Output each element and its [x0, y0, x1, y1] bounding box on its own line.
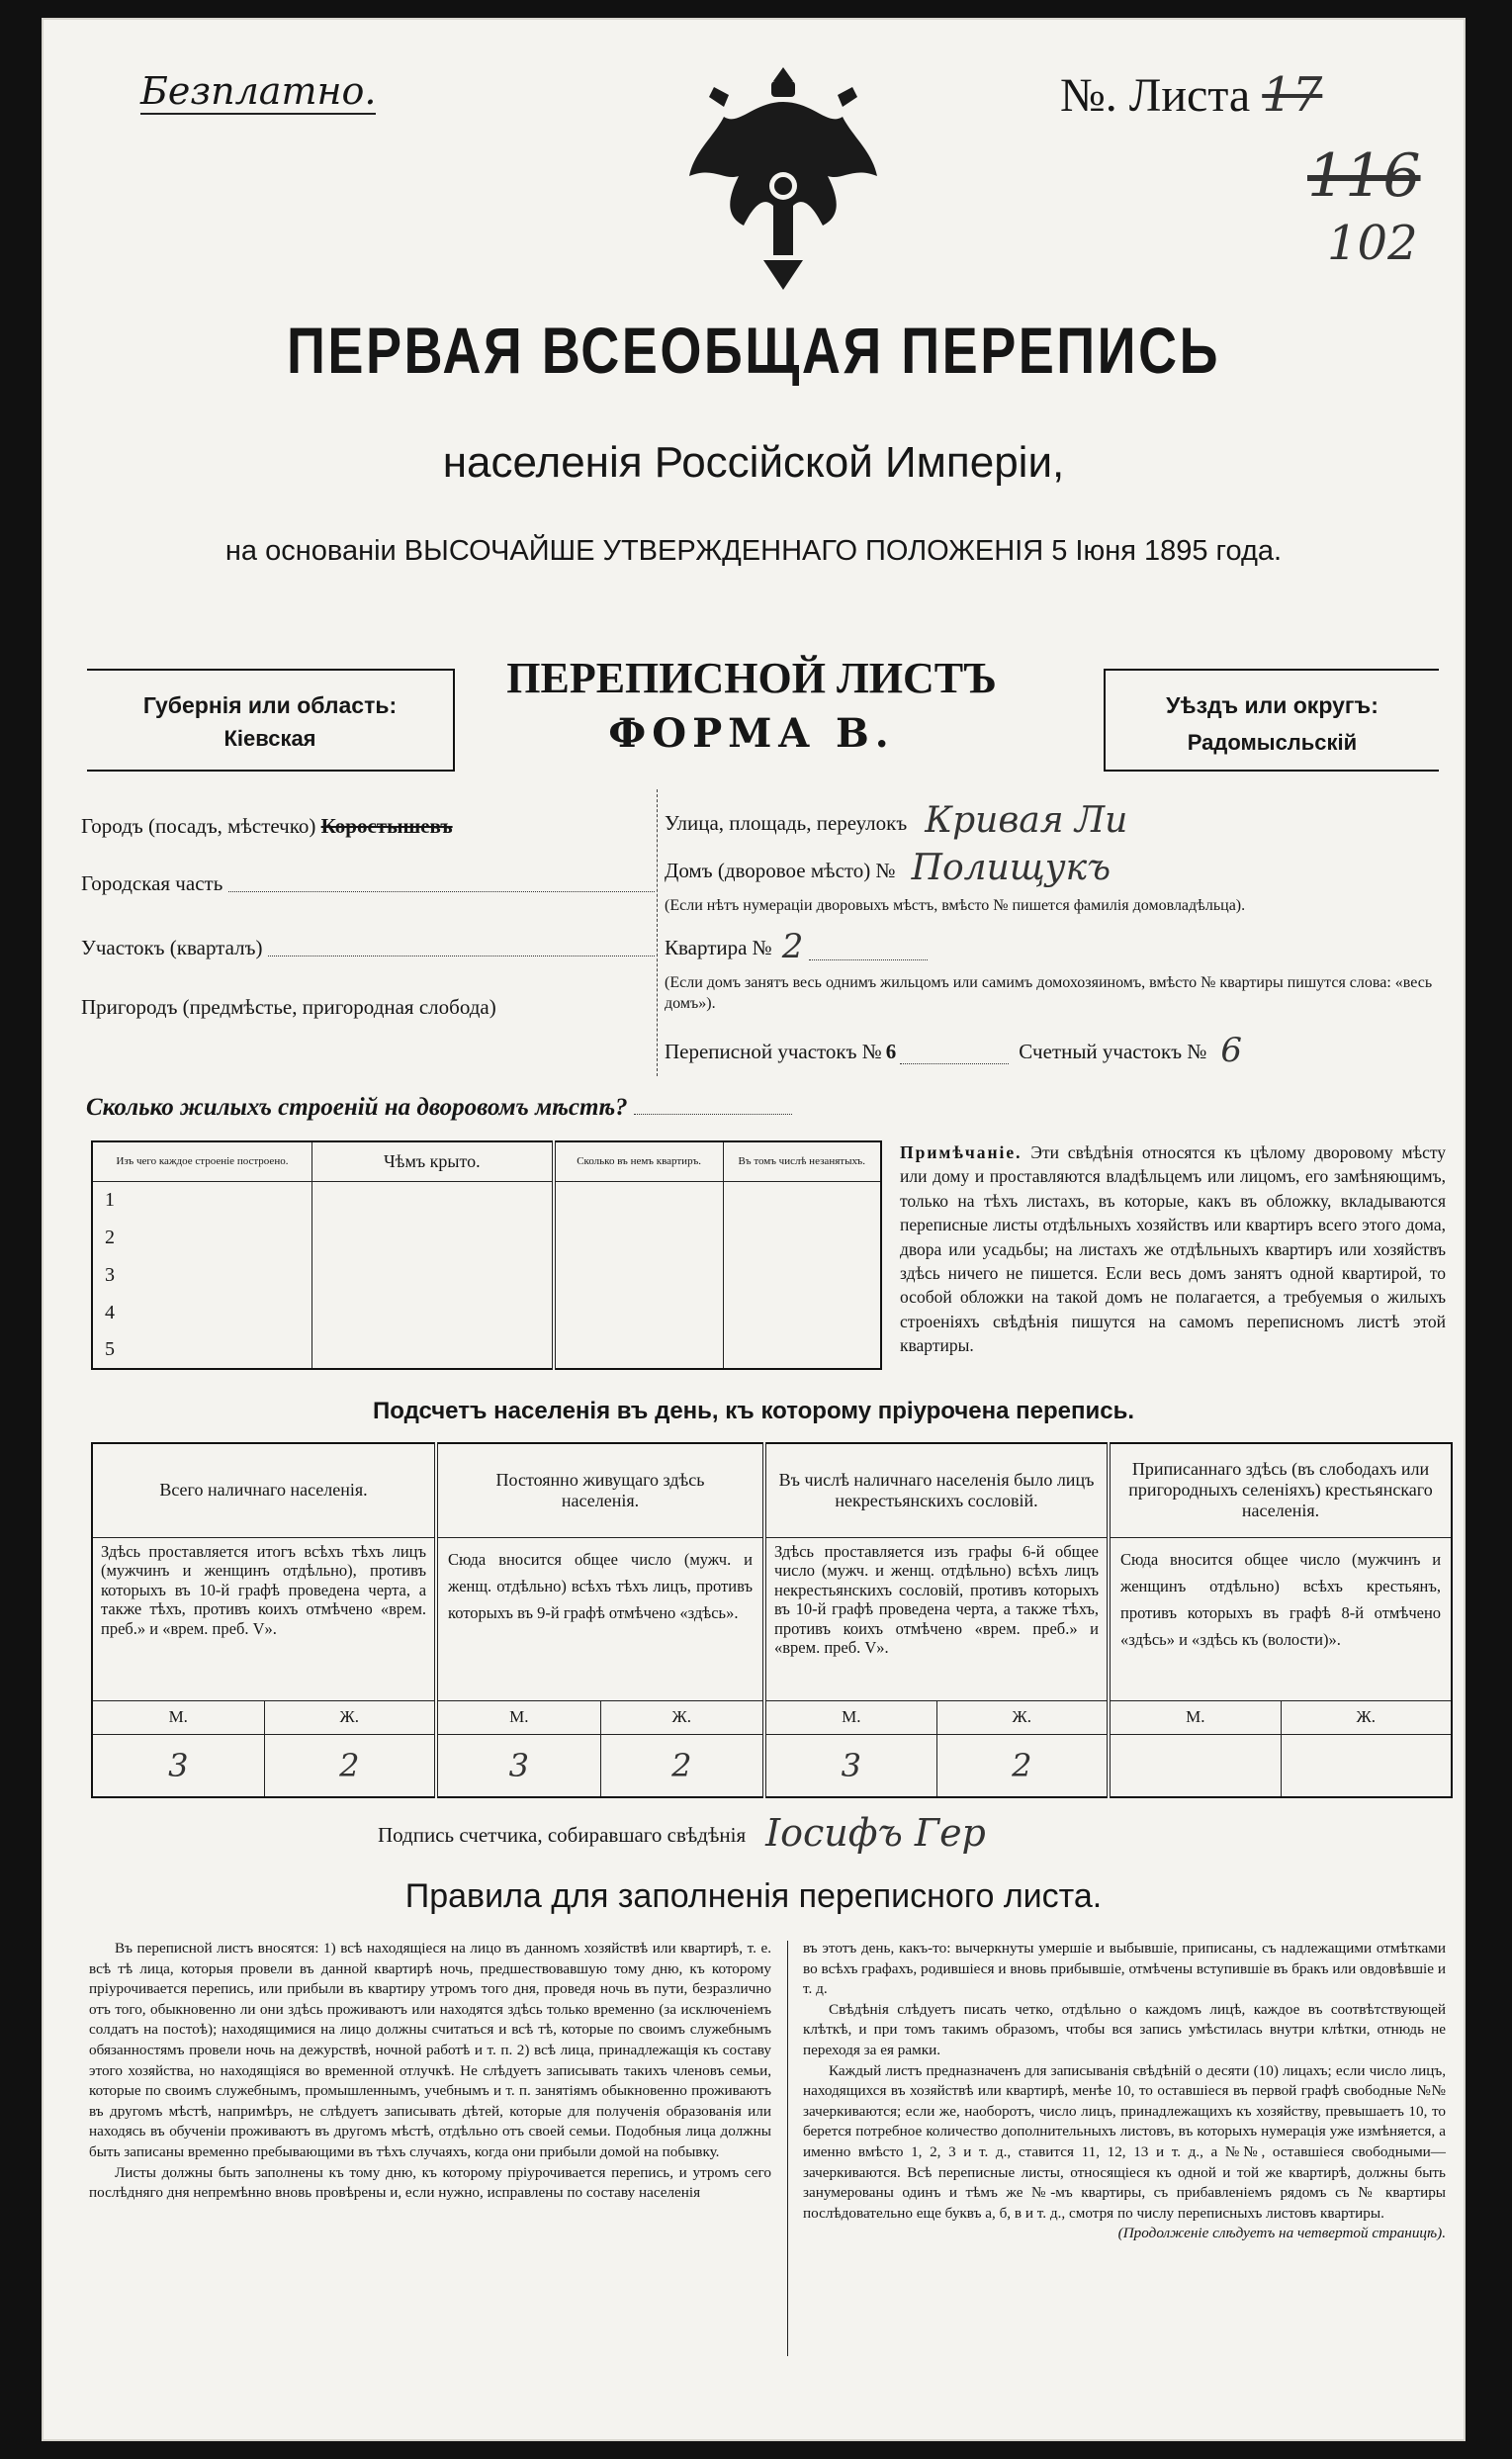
sheet-number [1060, 67, 1322, 123]
rules-column-divider [787, 1941, 788, 2356]
building-row-number: 5 [92, 1331, 311, 1369]
building-cell[interactable] [554, 1219, 723, 1256]
handwritten-116: 116 [1307, 141, 1421, 211]
uchastok-label: Участокъ (кварталъ) [81, 936, 263, 959]
count-head-nonpeasant: Въ числѣ наличнаго населенія было лицъ некрестьянскихъ сословій. [764, 1443, 1109, 1537]
census-district-value: 6 [885, 1040, 897, 1063]
building-row-number: 1 [92, 1181, 311, 1219]
building-row-number: 3 [92, 1256, 311, 1294]
rules-right-paragraph: въ этотъ день, какъ-то: вычеркнуты умершіе и выбывшіе, приписаны, съ надлежащими отмѣтками во всѣхъ графахъ, родившіеся и вновь прибывшіе, отмѣчены вступившіе въ бракъ или овдовѣвшіе и т. д. [803, 1940, 1446, 1998]
building-cell[interactable] [554, 1331, 723, 1369]
sheet-number-label: №. Листа [1060, 69, 1251, 122]
building-cell[interactable] [723, 1331, 881, 1369]
count-value-f[interactable]: 2 [936, 1734, 1109, 1797]
count-desc-total: Здѣсь проставляется итогъ всѣхъ тѣхъ лицъ (мужчинъ и женщинъ отдѣльно), противъ которыхъ въ 10-й графѣ проведена черта, а также тѣхъ, противъ коихъ отмѣчено «врем. преб.» и «врем. преб. V». [92, 1537, 436, 1700]
building-cell[interactable] [311, 1294, 553, 1331]
count-m-label: М. [1109, 1700, 1281, 1734]
count-desc-nonpeasant: Здѣсь проставляется изъ графы 6-й общее число (мужч. и женщ. отдѣльно) всѣхъ лицъ некрестьянскихъ сословій, противъ которыхъ въ 10-й графѣ проведена черта, а также тѣхъ, противъ коихъ отмѣчено «врем. преб.» и «врем. преб. V». [764, 1537, 1109, 1700]
city-part-label: Городская часть [81, 871, 223, 895]
signature-label: Подпись счетчика, собиравшаго свѣдѣнія [378, 1823, 747, 1847]
uezd-label: Уѣздъ или округъ: [1166, 692, 1379, 718]
buildings-col-roof: Чѣмъ крыто. [311, 1141, 553, 1181]
count-f-label: Ж. [936, 1700, 1109, 1734]
rules-left-paragraph: Въ переписной листъ вносятся: 1) всѣ находящіеся на лицо въ данномъ хозяйствѣ или квартирѣ, т. е. всѣ тѣ лица, которыя провели въ данной квартирѣ ночь, предшествовавшую тому дню, къ которому пріурочивается перепись, или прибыли въ квартиру утромъ того дня, проведя ночь въ пути, безразлично отъ того, обыкновенно ли они здѣсь проживаютъ или находятся здѣсь только временно (за исключеніемъ солдатъ на постоѣ); находящимися на лицо должны считаться и всѣ тѣ, которые по своимъ служебнымъ обязанностямъ провели ночь на дежурствѣ, ночной работѣ и т. п. 2) всѣ лица, принадлежащія къ составу этого хозяйства, но находящіяся во временной отлучкѣ. Не слѣдуетъ записывать такихъ членовъ семьи, которые по своимъ служебнымъ, промышленнымъ, учебнымъ и т. п. занятіямъ обыкновенно проживаютъ въ другомъ мѣстѣ, напримѣръ, не слѣдуетъ записывать дѣтей, которые для полученія образованія или находясь въ обученіи проживаютъ въ другомъ мѣстѣ, отдѣльно отъ своей семьи. Подобныя лица должны быть записаны временно пребывающими въ тѣхъ случаяхъ, когда они прибыли домой на побывку. [89, 1940, 771, 2160]
uchastok-field[interactable] [268, 936, 655, 956]
building-cell[interactable] [311, 1181, 553, 1219]
gubernia-box [87, 669, 455, 772]
house-label: Домъ (дворовое мѣсто) № [665, 859, 896, 882]
count-f-label: Ж. [1281, 1700, 1452, 1734]
count-title: Подсчетъ населенія въ день, къ которому пріурочена перепись. [373, 1398, 1134, 1424]
count-m-label: М. [92, 1700, 264, 1734]
page-subtitle: населенія Россійской Имперіи, [442, 438, 1065, 487]
suburb-label: Пригородъ (предмѣстье, пригородная слобода) [81, 995, 496, 1019]
census-district-label: Переписной участокъ № [665, 1040, 882, 1063]
building-cell[interactable] [311, 1331, 553, 1369]
building-cell[interactable] [723, 1219, 881, 1256]
counting-district-handwritten: 6 [1220, 1031, 1243, 1070]
buildings-question-text: Сколько жилыхъ строеній на дворовомъ мѣстѣ? [86, 1094, 628, 1121]
house-handwritten: Полищукъ [911, 848, 1112, 888]
count-value-f[interactable]: 2 [264, 1734, 436, 1797]
form-center-title: ПЕРЕПИСНОЙ ЛИСТЪ [506, 654, 997, 702]
basis-line: на основаніи ВЫСОЧАЙШЕ УТВЕРЖДЕННАГО ПОЛОЖЕНІЯ 5 Іюня 1895 года. [224, 535, 1283, 567]
building-row [92, 1294, 881, 1331]
districts-row [665, 1031, 1446, 1070]
double-headed-eagle-emblem [684, 57, 882, 305]
count-table [91, 1442, 1453, 1798]
buildings-col-vacant: Въ томъ числѣ незанятыхъ. [723, 1141, 881, 1181]
count-value-f[interactable]: 2 [600, 1734, 764, 1797]
rules-right-paragraph: Каждый листъ предназначенъ для записыванія свѣдѣній о десяти (10) лицахъ; если число лицъ, находящихся въ хозяйствѣ или квартирѣ, менѣе 10, то оставшіеся въ первой графѣ свободные №№ зачеркиваются; если же, наоборотъ, число лицъ, принадлежащихъ къ хозяйству, превышаетъ 10, то берется потребное количество дополнительныхъ листовъ, въ которыхъ нумерація уже измѣняется, а именно вмѣсто 1, 2, 3 и т. д., ставится 11, 12, 13 и т. д., а №№, оставшіеся свободными—зачеркиваются. Всѣ переписные листы, относящіеся къ одной и той же квартирѣ, должны быть занумерованы одинъ и тѣмъ же №-мъ квартиры, съ прибавленіемъ рядомъ съ № квартиры послѣдовательно еще буквъ а, б, в и т. д., смотря по числу переписныхъ листовъ квартиры. [803, 2061, 1446, 2222]
count-desc-peasant: Сюда вносится общее число (мужчинъ и женщинъ отдѣльно) всѣхъ крестьянъ, противъ которыхъ въ графѣ 8-й отмѣчено «здѣсь» и «здѣсь къ (волости)». [1109, 1537, 1452, 1700]
gubernia-label: Губернія или область: [142, 692, 398, 718]
count-desc-permanent: Сюда вносится общее число (мужч. и женщ. отдѣльно) всѣхъ тѣхъ лицъ, противъ которыхъ въ 9-й графѣ отмѣчено «здѣсь». [436, 1537, 764, 1700]
count-head-permanent: Постоянно живущаго здѣсь населенія. [436, 1443, 764, 1537]
building-row [92, 1256, 881, 1294]
rules-right-column [803, 1939, 1446, 2244]
house-row [665, 848, 1436, 888]
building-cell[interactable] [723, 1256, 881, 1294]
building-row [92, 1219, 881, 1256]
signature-handwritten: Іосифъ Гер [765, 1811, 986, 1855]
uezd-box [1104, 669, 1439, 772]
count-value-f[interactable] [1281, 1734, 1452, 1797]
count-f-label: Ж. [600, 1700, 764, 1734]
count-head-peasant: Приписаннаго здѣсь (въ слободахъ или пригородныхъ селеніяхъ) крестьянскаго населенія. [1109, 1443, 1452, 1537]
uezd-value: Радомысльскій [1187, 730, 1358, 755]
street-label: Улица, площадь, переулокъ [665, 811, 908, 835]
city-part-row [81, 871, 655, 896]
page-title: ПЕРВАЯ ВСЕОБЩАЯ ПЕРЕПИСЬ [287, 314, 1220, 387]
gubernia-value: Кіевская [223, 726, 316, 751]
free-label: Безплатно. [140, 69, 377, 113]
sheet-number-handwritten: 17 [1262, 67, 1323, 123]
building-cell[interactable] [311, 1256, 553, 1294]
building-cell[interactable] [723, 1294, 881, 1331]
apartment-note: (Если домъ занятъ весь однимъ жильцомъ или самимъ домохозяиномъ, вмѣсто № квартиры пишутся слова: «весь домъ»). [665, 974, 1433, 1012]
form-box [87, 641, 1437, 770]
street-row [665, 800, 1436, 841]
buildings-col-material: Изъ чего каждое строеніе построено. [92, 1141, 311, 1181]
building-cell[interactable] [723, 1181, 881, 1219]
form-letter: ФОРМА В. [608, 710, 895, 757]
rules-right-paragraph: Свѣдѣнія слѣдуетъ писать четко, отдѣльно о каждомъ лицѣ, каждое въ соотвѣтствующей клѣткѣ, и при томъ такимъ образомъ, чтобы вся запись умѣстилась внутри клѣтки, отнюдь не переходя за ея рамки. [803, 2000, 1446, 2058]
note-head: Примѣчаніе. [900, 1142, 1023, 1162]
count-head-total: Всего наличнаго населенія. [92, 1443, 436, 1537]
count-m-label: М. [764, 1700, 936, 1734]
address-divider [657, 789, 658, 1076]
note-block [900, 1140, 1446, 1358]
apartment-label: Квартира № [665, 936, 772, 959]
building-row [92, 1331, 881, 1369]
rules-left-paragraph: Листы должны быть заполнены къ тому дню, къ которому пріурочивается перепись, и утромъ сего послѣдняго дня непремѣнно вновь провѣрены и, если нужно, исправлены по составу населенія [89, 2163, 771, 2202]
street-handwritten: Кривая Ли [925, 800, 1128, 841]
suburb-row [81, 995, 655, 1020]
building-row-number: 2 [92, 1219, 311, 1256]
counting-district-label: Счетный участокъ № [1019, 1040, 1207, 1063]
buildings-table [91, 1140, 882, 1370]
handwritten-102: 102 [1327, 216, 1418, 271]
rules-left-column [89, 1939, 771, 2204]
count-value-m[interactable]: 3 [764, 1734, 936, 1797]
building-cell[interactable] [311, 1219, 553, 1256]
building-row-number: 4 [92, 1294, 311, 1331]
count-value-m[interactable] [1109, 1734, 1281, 1797]
buildings-question [86, 1094, 792, 1122]
rules-title: Правила для заполненія переписного листа. [404, 1877, 1103, 1915]
count-value-m[interactable]: 3 [436, 1734, 600, 1797]
census-sheet [42, 18, 1466, 2441]
count-f-label: Ж. [264, 1700, 436, 1734]
city-row [81, 814, 655, 839]
uchastok-row [81, 936, 655, 960]
house-note: (Если нѣтъ нумераціи дворовыхъ мѣстъ, вмѣсто № пишется фамилія домовладѣльца). [665, 897, 1246, 914]
building-cell[interactable] [554, 1181, 723, 1219]
count-m-label: М. [436, 1700, 600, 1734]
rules-continuation: (Продолженіе слѣдуетъ на четвертой страницѣ). [1117, 2225, 1446, 2242]
apartment-row [665, 927, 1436, 966]
city-value: Коростышевъ [320, 814, 453, 838]
apartment-handwritten: 2 [781, 927, 804, 966]
building-cell[interactable] [554, 1256, 723, 1294]
signature-row [378, 1811, 1367, 1855]
building-row [92, 1181, 881, 1219]
city-part-field[interactable] [228, 871, 655, 892]
city-label: Городъ (посадъ, мѣстечко) [81, 814, 316, 838]
note-text: Эти свѣдѣнія относятся къ цѣлому дворовому мѣсту или дому и проставляются владѣльцемъ или лицомъ, его замѣняющимъ, только на тѣхъ листахъ, въ которые, какъ въ обложку, вкладываются переписные листы отдѣльныхъ хозяйствъ или квартиръ всего этого дома, двора или усадьбы; на листахъ же отдѣльныхъ квартиръ или хозяйствъ здѣсь ничего не пишется. Если весь домъ занятъ одной квартирой, то особой обложки на такой домъ не полагается, а требуемыя о жилыхъ строеніяхъ свѣдѣнія пишутся на самомъ переписномъ листѣ этой квартиры. [900, 1142, 1447, 1356]
building-cell[interactable] [554, 1294, 723, 1331]
count-value-m[interactable]: 3 [92, 1734, 264, 1797]
buildings-col-apartments: Сколько въ немъ квартиръ. [554, 1141, 723, 1181]
